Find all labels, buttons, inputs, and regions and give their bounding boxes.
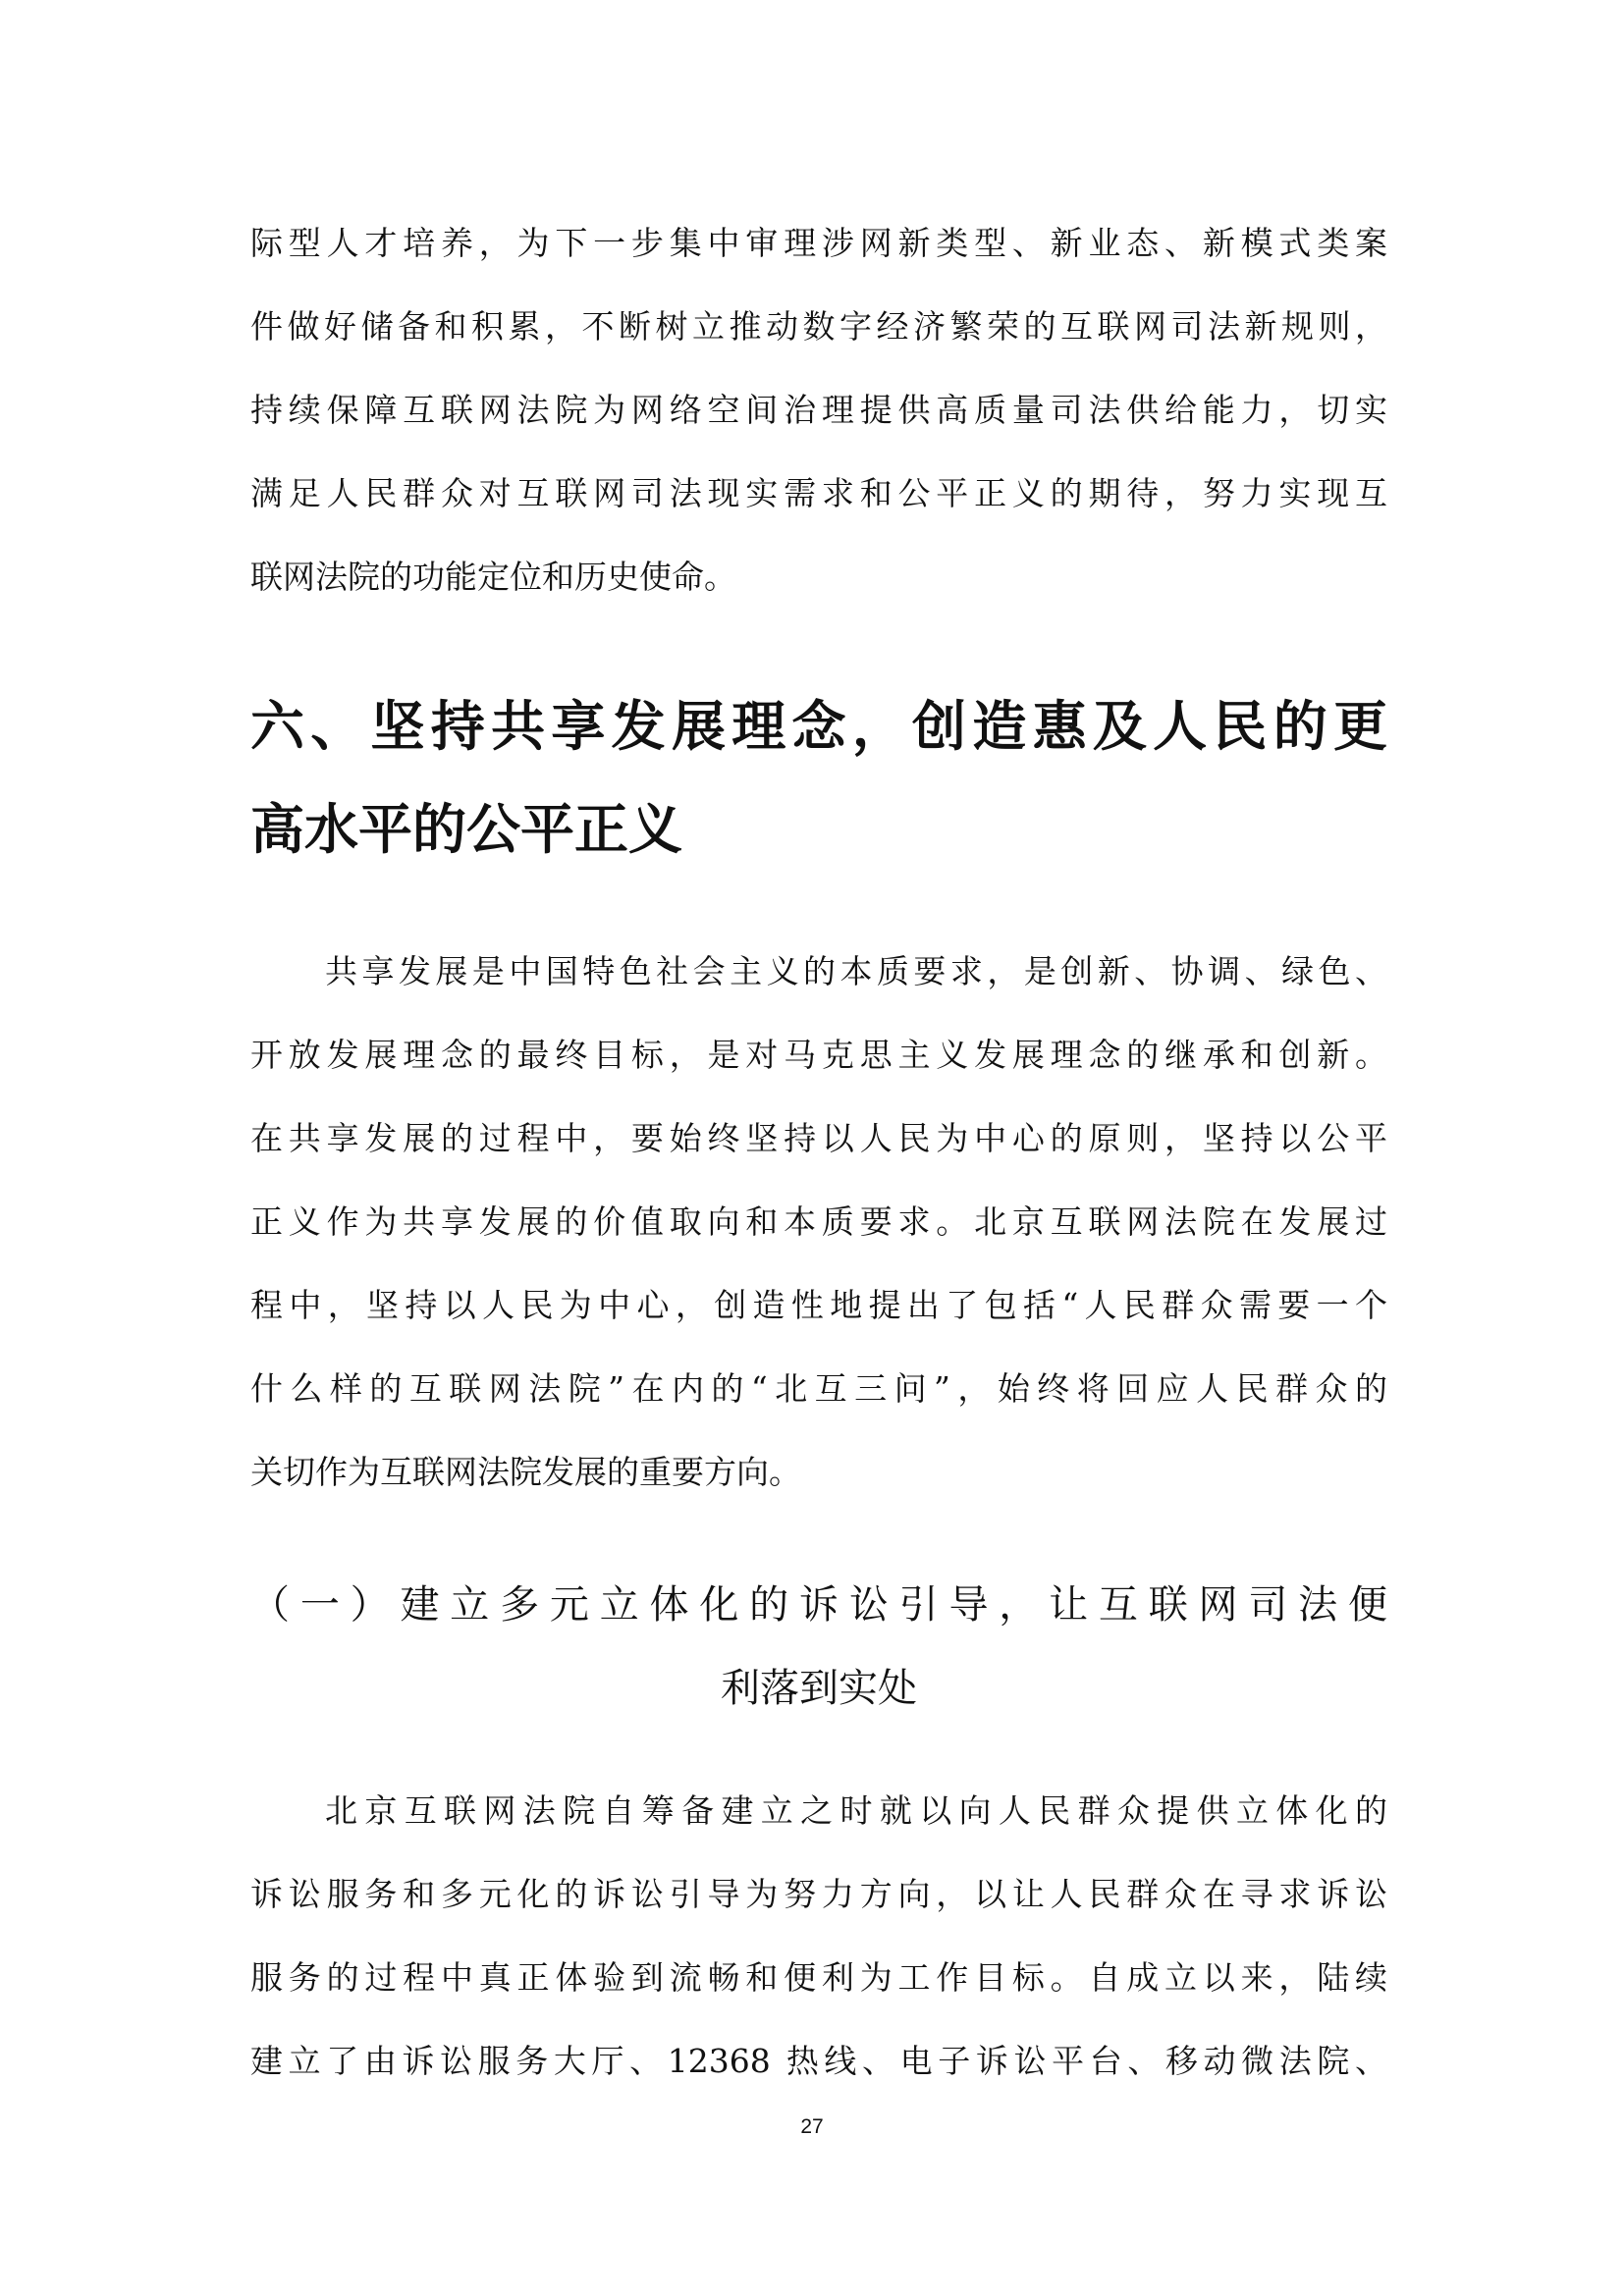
paragraph-line: 联网法院的功能定位和历史使命。 [250,558,736,596]
paragraph-line: 正义作为共享发展的价值取向和本质要求。北京互联网法院在发展过 [250,1202,1387,1241]
paragraph-line: 什么样的互联网法院”在内的“北互三问”，始终将回应人民群众的 [250,1369,1387,1408]
paragraph-line: 际型人才培养，为下一步集中审理涉网新类型、新业态、新模式类案 [250,224,1387,262]
paragraph-line: 件做好储备和积累，不断树立推动数字经济繁荣的互联网司法新规则， [250,307,1387,346]
paragraph-line: 关切作为互联网法院发展的重要方向。 [250,1453,801,1491]
paragraph-line: 开放发展理念的最终目标，是对马克思主义发展理念的继承和创新。 [250,1036,1387,1074]
subsection-heading-line: （一）建立多元立体化的诉讼引导，让互联网司法便 [250,1582,1387,1628]
section-heading-line: 高水平的公平正义 [250,798,683,861]
page-number: 27 [800,2115,824,2138]
section-heading-line: 六、坚持共享发展理念，创造惠及人民的更 [250,695,1387,758]
paragraph-line: 持续保障互联网法院为网络空间治理提供高质量司法供给能力，切实 [250,391,1387,429]
paragraph-line: 建立了由诉讼服务大厅、12368 热线、电子诉讼平台、移动微法院、 [250,2042,1387,2080]
paragraph-line: 诉讼服务和多元化的诉讼引导为努力方向，以让人民群众在寻求诉讼 [250,1875,1387,1913]
paragraph-line: 北京互联网法院自筹备建立之时就以向人民群众提供立体化的 [325,1791,1387,1830]
paragraph-line: 在共享发展的过程中，要始终坚持以人民为中心的原则，坚持以公平 [250,1119,1387,1157]
paragraph-line: 服务的过程中真正体验到流畅和便利为工作目标。自成立以来，陆续 [250,1958,1387,1997]
paragraph-line: 共享发展是中国特色社会主义的本质要求，是创新、协调、绿色、 [325,952,1387,990]
subsection-heading-line: 利落到实处 [721,1666,917,1711]
paragraph-line: 程中，坚持以人民为中心，创造性地提出了包括“人民群众需要一个 [250,1286,1387,1324]
paragraph-line: 满足人民群众对互联网司法现实需求和公平正义的期待，努力实现互 [250,474,1387,512]
